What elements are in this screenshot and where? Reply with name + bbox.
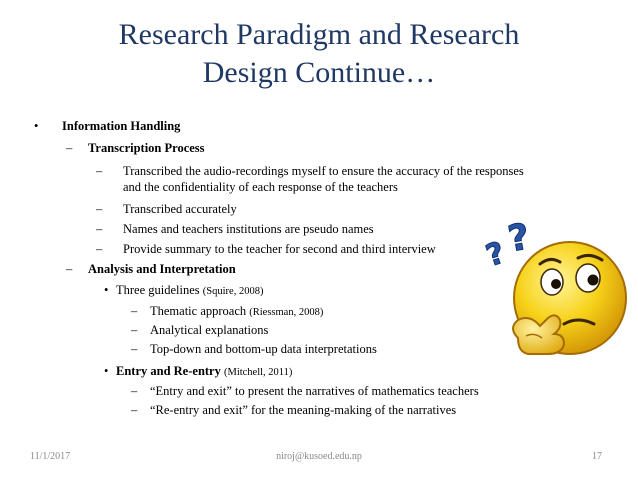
item-provide-summary: Provide summary to the teacher for second and third interview [123, 242, 436, 256]
dash-marker: – [66, 262, 73, 276]
item-transcription-process: Transcription Process [88, 141, 205, 155]
dash-marker: – [66, 141, 73, 155]
svg-text:?: ? [505, 216, 533, 261]
thinking-emoji-icon [478, 216, 638, 376]
item-transcribed-recordings-line-2: and the confidentiality of each response of the teachers [123, 180, 398, 194]
item-analysis-interpretation: Analysis and Interpretation [88, 262, 236, 276]
bullet-marker: • [104, 283, 109, 297]
item-transcribed-recordings-line-1: Transcribed the audio-recordings myself to ensure the accuracy of the responses [123, 164, 524, 178]
footer-date: 11/1/2017 [30, 451, 71, 462]
item-top-down-bottom-up: Top-down and bottom-up data interpretations [150, 342, 377, 356]
dash-marker: – [96, 202, 103, 216]
slide-title-line-2: Design Continue… [202, 56, 436, 89]
item-information-handling: Information Handling [62, 119, 181, 133]
dash-marker: – [96, 164, 103, 178]
footer-page-number: 17 [592, 451, 602, 462]
svg-text:?: ? [481, 235, 510, 275]
thematic-approach-text: Thematic approach [150, 304, 247, 318]
item-entry-exit: “Entry and exit” to present the narratives of mathematics teachers [150, 384, 479, 398]
dash-marker: – [96, 222, 103, 236]
footer-email: niroj@kusoed.edu.np [276, 451, 362, 462]
item-three-guidelines [116, 283, 263, 299]
item-thematic-approach [150, 304, 323, 320]
item-transcribed-accurately: Transcribed accurately [123, 202, 237, 216]
item-entry-reentry [116, 364, 292, 380]
slide-title-line-1: Research Paradigm and Research [118, 18, 520, 51]
item-analytical-explanations: Analytical explanations [150, 323, 269, 337]
dash-marker: – [131, 304, 138, 318]
item-reentry-exit: “Re-entry and exit” for the meaning-making of the narratives [150, 403, 457, 417]
dash-marker: – [131, 342, 138, 356]
thematic-approach-citation: (Riessman, 2008) [249, 307, 324, 318]
entry-reentry-citation: (Mitchell, 2011) [223, 367, 293, 378]
dash-marker: – [131, 403, 138, 417]
entry-reentry-text: Entry and Re-entry [116, 364, 221, 378]
dash-marker: – [96, 242, 103, 256]
item-pseudo-names: Names and teachers institutions are pseudo names [123, 222, 374, 236]
dash-marker: – [131, 384, 138, 398]
dash-marker: – [131, 323, 138, 337]
three-guidelines-citation: (Squire, 2008) [202, 286, 264, 297]
bullet-marker: • [34, 119, 39, 133]
three-guidelines-text: Three guidelines [116, 283, 200, 297]
bullet-marker: • [104, 364, 109, 378]
